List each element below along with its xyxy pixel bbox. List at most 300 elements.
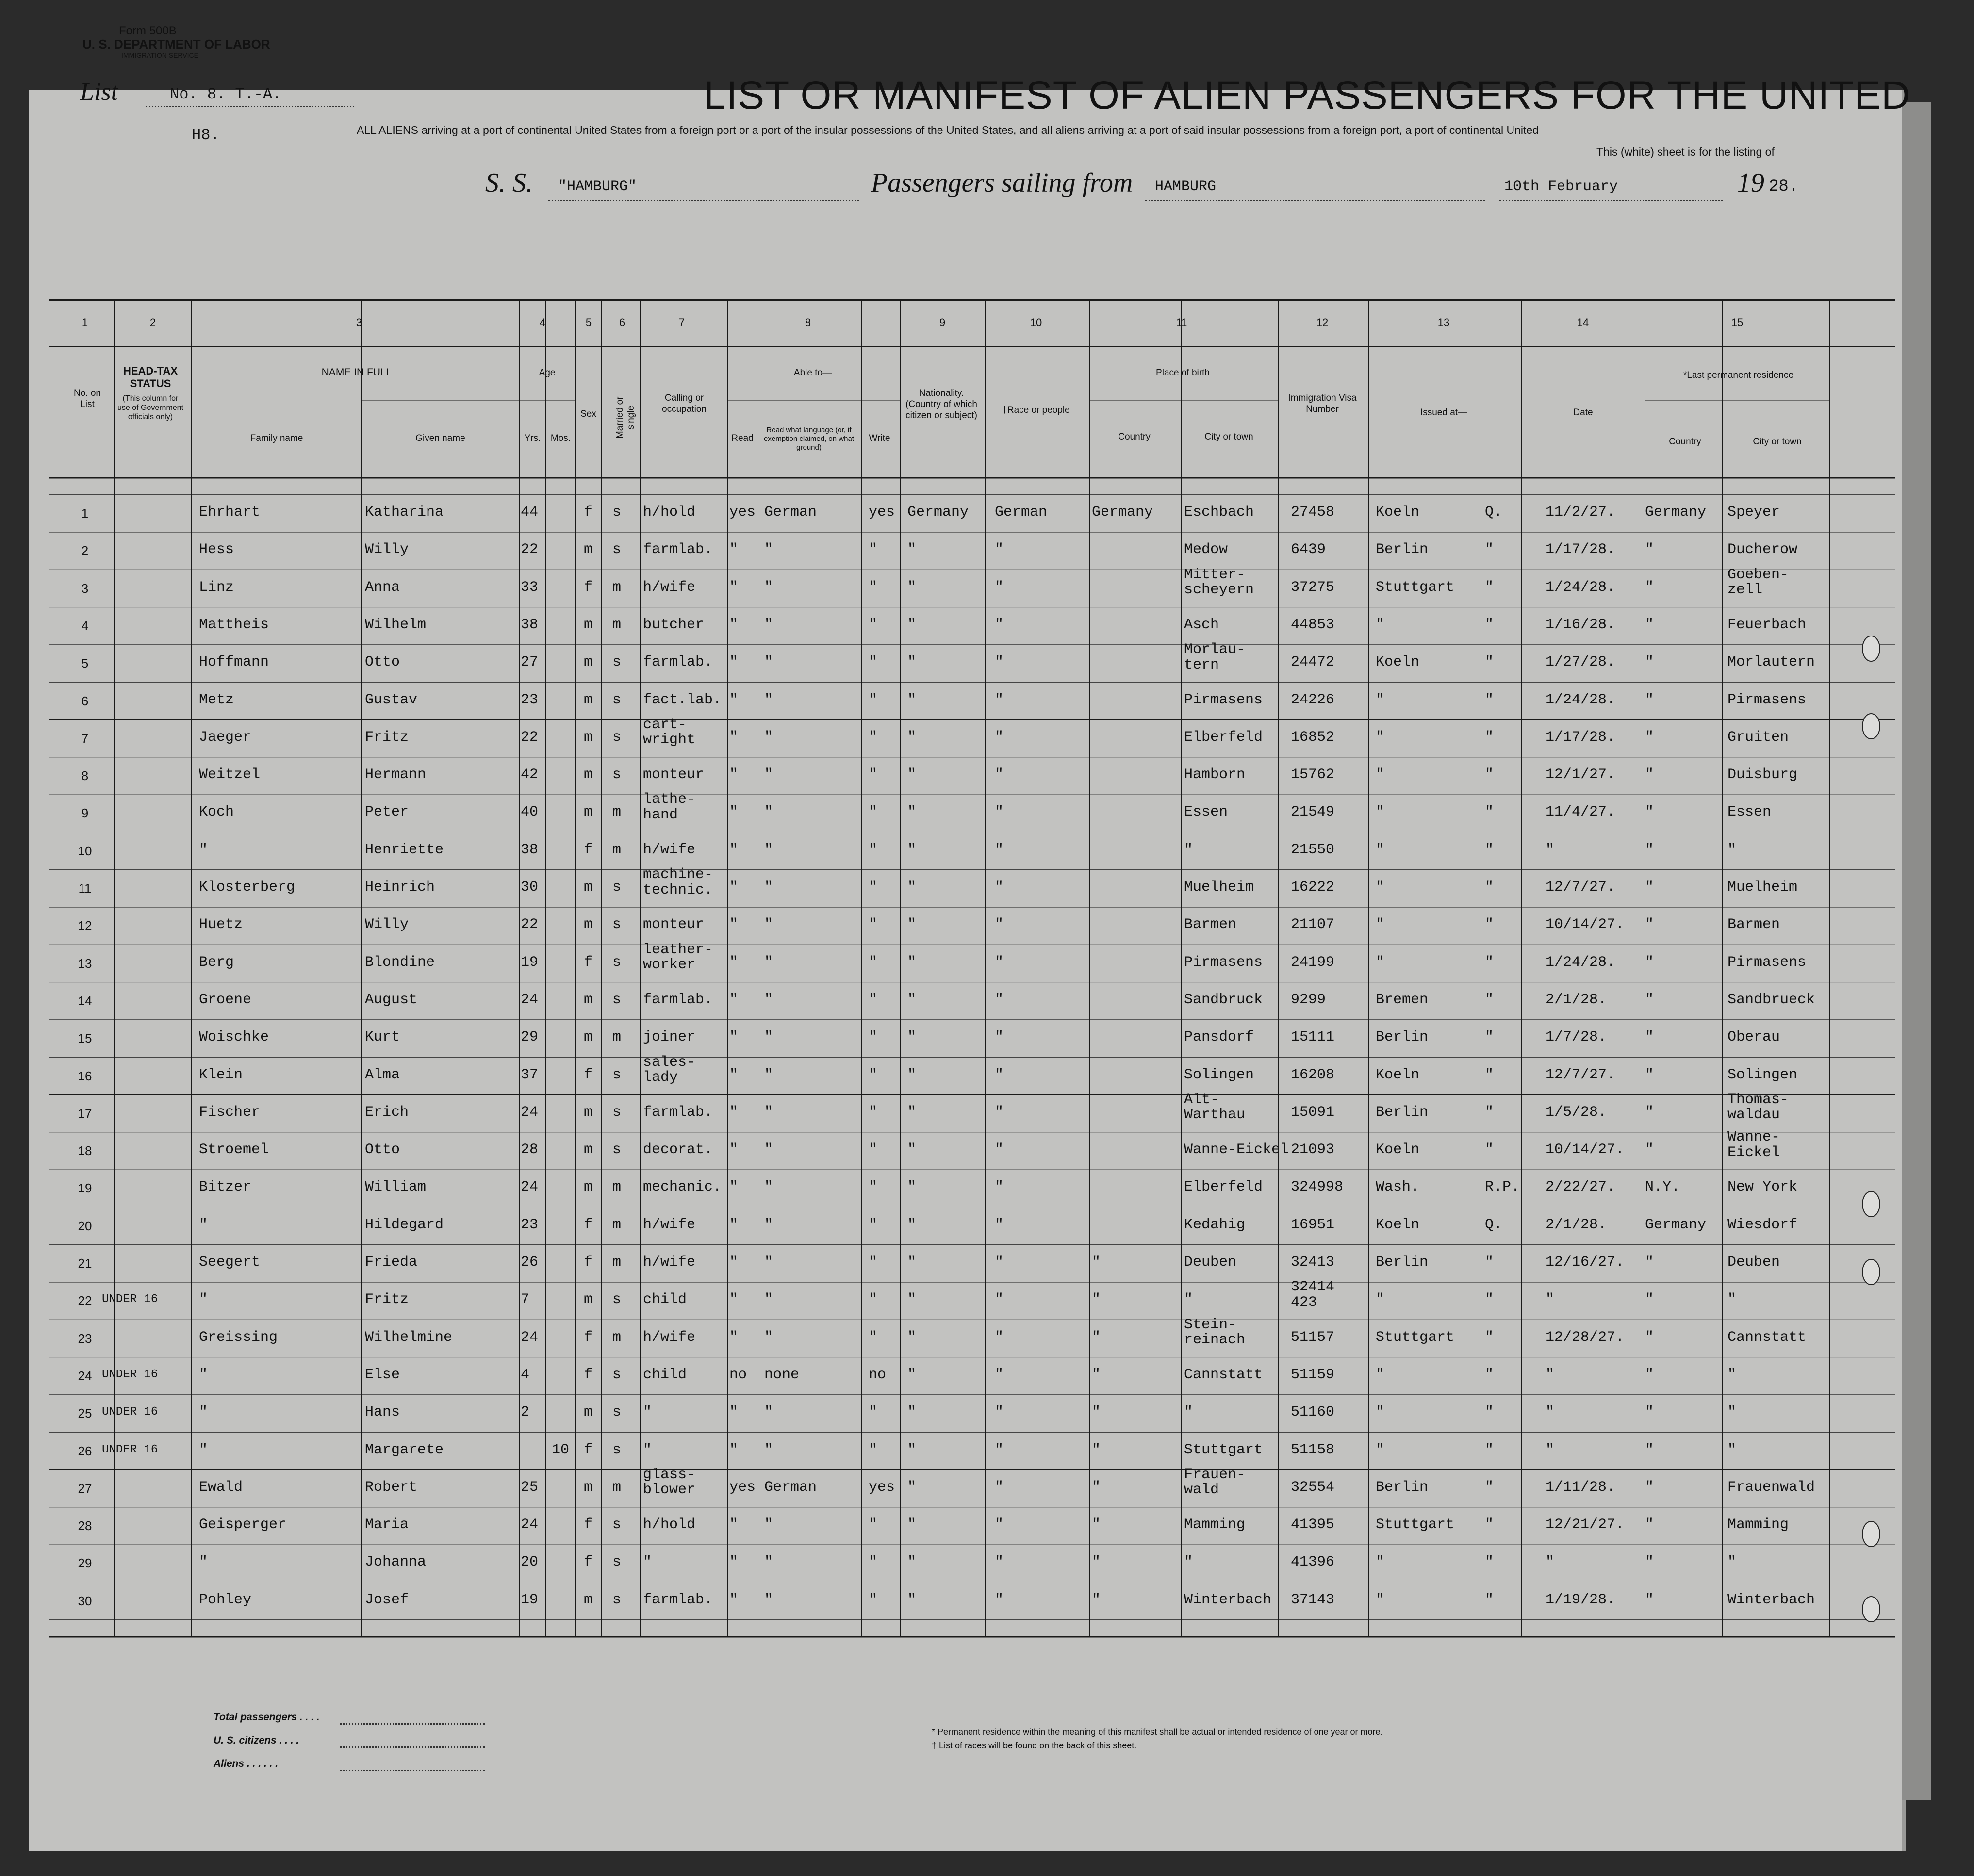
marital-status: s — [612, 1441, 622, 1458]
hdr-res-city: City or town — [1753, 437, 1802, 447]
race: " — [995, 1066, 1004, 1083]
sex: m — [584, 541, 593, 558]
hdr-able-to: Able to— — [793, 368, 832, 378]
can-read: " — [729, 767, 739, 783]
visa-date: 12/7/27. — [1546, 879, 1616, 896]
birth-country: " — [1092, 1554, 1101, 1571]
occupation: cart- wright — [643, 716, 696, 749]
visa-number: 24226 — [1291, 691, 1335, 708]
visa-date: 1/24/28. — [1546, 579, 1616, 596]
family-name: Fischer — [199, 1104, 261, 1121]
nationality: " — [907, 1554, 917, 1571]
given-name: Alma — [365, 1066, 400, 1083]
residence-city: Duisburg — [1727, 767, 1798, 783]
visa-number: 21107 — [1291, 916, 1335, 933]
issued-at: " — [1376, 1591, 1385, 1608]
birth-city: Morlau- tern — [1184, 641, 1246, 673]
nationality: " — [907, 879, 917, 896]
row-number: 26 — [78, 1443, 92, 1458]
residence-city: Gruiten — [1727, 729, 1789, 746]
nationality: " — [907, 767, 917, 783]
visa-date: 12/28/27. — [1546, 1329, 1625, 1346]
sex: m — [584, 804, 593, 821]
marital-status: s — [612, 1366, 622, 1383]
race: " — [995, 1179, 1004, 1196]
row-number: 3 — [81, 581, 89, 596]
given-name: Gustav — [365, 691, 418, 708]
birth-city: Barmen — [1184, 916, 1237, 933]
nationality: " — [907, 1029, 917, 1046]
visa-number: 15762 — [1291, 767, 1335, 783]
age-years: 24 — [521, 1179, 539, 1196]
can-read: " — [729, 654, 739, 671]
nationality: " — [907, 804, 917, 821]
given-name: August — [365, 991, 418, 1008]
visa-class: " — [1485, 1142, 1494, 1158]
residence-country: " — [1645, 1104, 1654, 1121]
row-number: 2 — [81, 543, 89, 558]
visa-date: 12/21/27. — [1546, 1517, 1625, 1533]
issued-at: " — [1376, 841, 1385, 858]
visa-date: 1/24/28. — [1546, 691, 1616, 708]
row-number: 9 — [81, 806, 89, 821]
birth-city: " — [1184, 1404, 1193, 1421]
row-number: 27 — [78, 1481, 92, 1496]
read-language: " — [764, 1329, 773, 1346]
nationality: " — [907, 1291, 917, 1308]
can-write: " — [869, 804, 878, 821]
can-read: " — [729, 841, 739, 858]
visa-class: " — [1485, 1066, 1494, 1083]
residence-country: Germany — [1645, 1216, 1707, 1233]
occupation: farmlab. — [643, 541, 713, 558]
sex: m — [584, 1291, 593, 1308]
visa-date: " — [1546, 1441, 1555, 1458]
marital-status: s — [612, 1517, 622, 1533]
read-language: " — [764, 841, 773, 858]
can-write: " — [869, 579, 878, 596]
given-name: Else — [365, 1366, 400, 1383]
can-write: " — [869, 691, 878, 708]
race: " — [995, 1291, 1004, 1308]
race: German — [995, 504, 1048, 521]
sex: m — [584, 1104, 593, 1121]
race: " — [995, 1104, 1004, 1121]
birth-city: Pansdorf — [1184, 1029, 1254, 1046]
issued-at: Berlin — [1376, 1029, 1429, 1046]
can-write: " — [869, 1142, 878, 1158]
occupation: h/wife — [643, 579, 696, 596]
row-number: 10 — [78, 843, 92, 858]
read-language: " — [764, 1254, 773, 1271]
column-number: 13 — [1437, 316, 1450, 328]
marital-status: m — [612, 1179, 622, 1196]
race: " — [995, 1441, 1004, 1458]
read-language: " — [764, 729, 773, 746]
visa-number: 51159 — [1291, 1366, 1335, 1383]
residence-city: Wiesdorf — [1727, 1216, 1798, 1233]
hdr-no-on-list: No. on List — [74, 388, 101, 409]
visa-date: 12/16/27. — [1546, 1254, 1625, 1271]
age-years: 33 — [521, 579, 539, 596]
residence-country: " — [1645, 1404, 1654, 1421]
hdr-place-of-birth: Place of birth — [1156, 368, 1210, 378]
age-years: 22 — [521, 541, 539, 558]
can-write: " — [869, 1404, 878, 1421]
list-number: No. 8. T.-A. — [170, 85, 282, 103]
read-language: " — [764, 879, 773, 896]
given-name: William — [365, 1179, 427, 1196]
residence-city: Oberau — [1727, 1029, 1780, 1046]
residence-city: Ducherow — [1727, 541, 1798, 558]
can-read: " — [729, 1066, 739, 1083]
visa-class: " — [1485, 729, 1494, 746]
family-name: Klein — [199, 1066, 243, 1083]
head-tax-status: UNDER 16 — [102, 1293, 158, 1306]
occupation: farmlab. — [643, 1591, 713, 1608]
marital-status: s — [612, 916, 622, 933]
read-language: " — [764, 954, 773, 971]
instruction-line-1: ALL ALIENS arriving at a port of continental United States from a foreign port or a port of the insular possessions of the United States, and all aliens arriving at a port of said insular possessions from a foreign port, a port of continental United — [357, 124, 1539, 136]
birth-country: Germany — [1092, 504, 1153, 521]
ship-name: "HAMBURG" — [558, 179, 637, 195]
age-years: 24 — [521, 1517, 539, 1533]
residence-country: " — [1645, 804, 1654, 821]
column-number: 8 — [805, 316, 811, 328]
residence-city: Solingen — [1727, 1066, 1798, 1083]
marital-status: m — [612, 579, 622, 596]
hdr-visa: Immigration Visa Number — [1288, 393, 1357, 414]
residence-country: Germany — [1645, 504, 1707, 521]
residence-country: " — [1645, 691, 1654, 708]
hdr-given-name: Given name — [415, 433, 465, 443]
given-name: Josef — [365, 1591, 409, 1608]
birth-city: Alt- Warthau — [1184, 1091, 1246, 1124]
visa-date: " — [1546, 1291, 1555, 1308]
family-name: " — [199, 1291, 208, 1308]
occupation: " — [643, 1441, 652, 1458]
row-number: 15 — [78, 1031, 92, 1046]
visa-class: " — [1485, 616, 1494, 633]
age-years: 7 — [521, 1291, 530, 1308]
aliens-label: Aliens . . . . . . — [214, 1758, 279, 1769]
nationality: " — [907, 916, 917, 933]
visa-number: 51157 — [1291, 1329, 1335, 1346]
read-language: " — [764, 691, 773, 708]
column-number: 6 — [619, 316, 625, 328]
occupation: farmlab. — [643, 654, 713, 671]
race: " — [995, 541, 1004, 558]
visa-date: 10/14/27. — [1546, 1142, 1625, 1158]
race: " — [995, 616, 1004, 633]
visa-date: 10/14/27. — [1546, 916, 1625, 933]
race: " — [995, 1254, 1004, 1271]
birth-country: " — [1092, 1329, 1101, 1346]
visa-date: 1/19/28. — [1546, 1591, 1616, 1608]
column-number: 3 — [356, 316, 362, 328]
birth-country: " — [1092, 1441, 1101, 1458]
can-write: " — [869, 1254, 878, 1271]
marital-status: s — [612, 1291, 622, 1308]
sex: f — [584, 1216, 593, 1233]
family-name: Klosterberg — [199, 879, 296, 896]
birth-city: Mamming — [1184, 1517, 1246, 1533]
sex: m — [584, 1404, 593, 1421]
row-number: 17 — [78, 1106, 92, 1121]
occupation: decorat. — [643, 1142, 713, 1158]
row-number: 4 — [81, 618, 89, 633]
given-name: Hermann — [365, 767, 427, 783]
visa-number: 51158 — [1291, 1441, 1335, 1458]
marital-status: s — [612, 1142, 622, 1158]
sex: m — [584, 1591, 593, 1608]
issued-at: Bremen — [1376, 991, 1429, 1008]
issued-at: " — [1376, 1404, 1385, 1421]
hdr-last-residence: *Last permanent residence — [1683, 370, 1794, 380]
age-years: 26 — [521, 1254, 539, 1271]
total-passengers-label: Total passengers . . . . — [214, 1712, 320, 1723]
read-language: " — [764, 1291, 773, 1308]
residence-country: " — [1645, 1291, 1654, 1308]
occupation: child — [643, 1291, 687, 1308]
marital-status: m — [612, 1254, 622, 1271]
residence-city: Thomas- waldau — [1727, 1091, 1789, 1124]
binder-hole — [1862, 1259, 1880, 1285]
issued-at: " — [1376, 1291, 1385, 1308]
can-write: " — [869, 841, 878, 858]
issued-at: " — [1376, 916, 1385, 933]
visa-class: " — [1485, 1591, 1494, 1608]
can-write: " — [869, 1441, 878, 1458]
read-language: " — [764, 579, 773, 596]
visa-class: " — [1485, 1517, 1494, 1533]
residence-country: " — [1645, 1554, 1654, 1571]
residence-city: Wanne- Eickel — [1727, 1129, 1780, 1161]
family-name: Koch — [199, 804, 234, 821]
family-name: Mattheis — [199, 616, 269, 633]
column-number: 1 — [82, 316, 88, 328]
occupation: h/wife — [643, 1329, 696, 1346]
visa-number: 27458 — [1291, 504, 1335, 521]
visa-date: 1/5/28. — [1546, 1104, 1607, 1121]
read-language: " — [764, 1179, 773, 1196]
binder-hole — [1862, 713, 1880, 739]
family-name: Seegert — [199, 1254, 261, 1271]
given-name: Fritz — [365, 729, 409, 746]
visa-class: " — [1485, 1029, 1494, 1046]
can-read: " — [729, 616, 739, 633]
birth-country: " — [1092, 1291, 1101, 1308]
visa-date: 11/2/27. — [1546, 504, 1616, 521]
residence-country: " — [1645, 1366, 1654, 1383]
can-read: " — [729, 729, 739, 746]
visa-class: R.P. — [1485, 1179, 1520, 1196]
age-years: 30 — [521, 879, 539, 896]
race: " — [995, 1591, 1004, 1608]
row-number: 28 — [78, 1518, 92, 1533]
visa-class: " — [1485, 1404, 1494, 1421]
residence-city: Speyer — [1727, 504, 1780, 521]
nationality: " — [907, 1142, 917, 1158]
birth-country: " — [1092, 1366, 1101, 1383]
race: " — [995, 991, 1004, 1008]
visa-number: 15091 — [1291, 1104, 1335, 1121]
sex: m — [584, 916, 593, 933]
department: U. S. DEPARTMENT OF LABOR — [82, 37, 270, 51]
sex: f — [584, 1554, 593, 1571]
race: " — [995, 1366, 1004, 1383]
visa-class: Q. — [1485, 504, 1503, 521]
read-language: " — [764, 654, 773, 671]
visa-number: 16852 — [1291, 729, 1335, 746]
occupation: sales- lady — [643, 1054, 696, 1086]
residence-country: " — [1645, 767, 1654, 783]
birth-city: Wanne-Eickel — [1184, 1142, 1289, 1158]
birth-city: Elberfeld — [1184, 1179, 1263, 1196]
given-name: Willy — [365, 916, 409, 933]
issued-at: Stuttgart — [1376, 579, 1455, 596]
hdr-married: Married or single — [615, 396, 636, 439]
us-citizens-line — [340, 1746, 485, 1748]
birth-city: Medow — [1184, 541, 1228, 558]
age-years: 28 — [521, 1142, 539, 1158]
row-number: 18 — [78, 1143, 92, 1158]
read-language: " — [764, 804, 773, 821]
residence-city: Cannstatt — [1727, 1329, 1807, 1346]
hdr-birth-city: City or town — [1204, 432, 1253, 442]
row-number: 11 — [78, 881, 92, 896]
can-read: " — [729, 1554, 739, 1571]
row-number: 12 — [78, 918, 92, 933]
given-name: Kurt — [365, 1029, 400, 1046]
family-name: Geisperger — [199, 1517, 287, 1533]
residence-city: Frauenwald — [1727, 1479, 1815, 1496]
read-language: " — [764, 541, 773, 558]
residence-city: Mamming — [1727, 1517, 1789, 1533]
read-language: " — [764, 1404, 773, 1421]
footnote-residence: * Permanent residence within the meaning of this manifest shall be actual or intended residence of one year or more. — [932, 1727, 1383, 1737]
given-name: Wilhelm — [365, 616, 427, 633]
hdr-age: Age — [539, 368, 556, 378]
marital-status: s — [612, 1404, 622, 1421]
marital-status: s — [612, 504, 622, 521]
total-passengers-line — [340, 1723, 485, 1725]
sex: m — [584, 1479, 593, 1496]
visa-number: 16208 — [1291, 1066, 1335, 1083]
visa-class: Q. — [1485, 1216, 1503, 1233]
issued-at: " — [1376, 1366, 1385, 1383]
visa-class: " — [1485, 1329, 1494, 1346]
hdr-head-tax-note: (This column for use of Government officials only) — [117, 394, 184, 422]
nationality: " — [907, 729, 917, 746]
row-number: 8 — [81, 768, 89, 783]
can-read: " — [729, 691, 739, 708]
given-name: Margarete — [365, 1441, 444, 1458]
visa-class: " — [1485, 916, 1494, 933]
residence-city: " — [1727, 1366, 1737, 1383]
residence-country: " — [1645, 1254, 1654, 1271]
visa-class: " — [1485, 654, 1494, 671]
residence-country: " — [1645, 616, 1654, 633]
visa-number: 16222 — [1291, 879, 1335, 896]
occupation: fact.lab. — [643, 691, 722, 708]
given-name: Hildegard — [365, 1216, 444, 1233]
visa-number: 32554 — [1291, 1479, 1335, 1496]
visa-date: 1/27/28. — [1546, 654, 1616, 671]
age-years: 2 — [521, 1404, 530, 1421]
read-language: " — [764, 616, 773, 633]
can-read: " — [729, 879, 739, 896]
can-write: " — [869, 1216, 878, 1233]
race: " — [995, 804, 1004, 821]
family-name: " — [199, 1366, 208, 1383]
occupation: child — [643, 1366, 687, 1383]
age-years: 24 — [521, 991, 539, 1008]
marital-status: m — [612, 1029, 622, 1046]
race: " — [995, 954, 1004, 971]
instruction-line-2: This (white) sheet is for the listing of — [1596, 146, 1775, 158]
marital-status: m — [612, 1479, 622, 1496]
age-years: 27 — [521, 654, 539, 671]
given-name: Willy — [365, 541, 409, 558]
issued-at: Koeln — [1376, 1066, 1420, 1083]
race: " — [995, 1029, 1004, 1046]
can-write: " — [869, 1517, 878, 1533]
residence-city: Winterbach — [1727, 1591, 1815, 1608]
residence-country: " — [1645, 1479, 1654, 1496]
age-years: 24 — [521, 1329, 539, 1346]
visa-class: " — [1485, 1554, 1494, 1571]
hdr-date: Date — [1573, 408, 1593, 418]
head-tax-status: UNDER 16 — [102, 1443, 158, 1456]
can-read: " — [729, 1591, 739, 1608]
residence-city: " — [1727, 1291, 1737, 1308]
row-number: 21 — [78, 1256, 92, 1271]
age-years: 25 — [521, 1479, 539, 1496]
birth-city: Kedahig — [1184, 1216, 1246, 1233]
issued-at: " — [1376, 729, 1385, 746]
row-number: 13 — [78, 956, 92, 971]
issued-at: " — [1376, 879, 1385, 896]
row-number: 24 — [78, 1368, 92, 1383]
birth-city: " — [1184, 841, 1193, 858]
year-prefix: 19 — [1737, 168, 1764, 198]
birth-city: Pirmasens — [1184, 954, 1263, 971]
issued-at: " — [1376, 954, 1385, 971]
sex: m — [584, 729, 593, 746]
visa-number: 32413 — [1291, 1254, 1335, 1271]
race: " — [995, 767, 1004, 783]
race: " — [995, 1142, 1004, 1158]
marital-status: s — [612, 1591, 622, 1608]
occupation: lathe- hand — [643, 791, 696, 823]
list-sub-number: H8. — [192, 126, 220, 144]
marital-status: s — [612, 879, 622, 896]
race: " — [995, 879, 1004, 896]
given-name: Fritz — [365, 1291, 409, 1308]
given-name: Katharina — [365, 504, 444, 521]
visa-date: " — [1546, 1366, 1555, 1383]
can-read: " — [729, 1254, 739, 1271]
visa-class: " — [1485, 804, 1494, 821]
visa-number: 15111 — [1291, 1029, 1335, 1046]
residence-city: New York — [1727, 1179, 1798, 1196]
row-number: 14 — [78, 993, 92, 1008]
visa-number: 41395 — [1291, 1517, 1335, 1533]
occupation: h/wife — [643, 1216, 696, 1233]
given-name: Robert — [365, 1479, 418, 1496]
issued-at: " — [1376, 691, 1385, 708]
